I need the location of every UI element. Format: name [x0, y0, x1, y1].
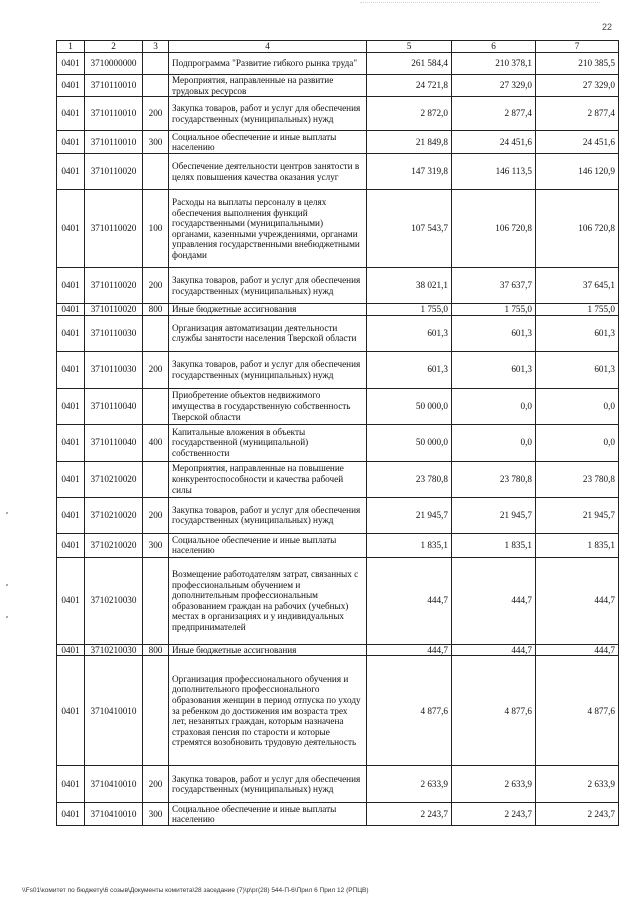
table-row	[57, 533, 619, 557]
amount-col5: 50 000,0	[367, 424, 452, 461]
amount-col7: 601,3	[536, 351, 619, 388]
expense-description: Закупка товаров, работ и услуг для обеспечения государственных (муниципальных) нужд	[169, 268, 367, 304]
amount-col6: 37 637,7	[452, 268, 536, 304]
expense-description: Мероприятия, направленные на повышение конкурентоспособности и качества рабочей силы	[169, 461, 367, 497]
amount-col6: 601,3	[452, 351, 536, 388]
amount-col7: 21 945,7	[536, 497, 619, 533]
expense-description: Социальное обеспечение и иные выплаты населению	[169, 131, 367, 154]
section-code: 0401	[57, 388, 85, 424]
expense-type-code: 300	[143, 533, 169, 557]
section-code: 0401	[57, 97, 85, 131]
target-article-code: 3710210020	[85, 461, 143, 497]
expense-description: Закупка товаров, работ и услуг для обеспечения государственных (муниципальных) нужд	[169, 351, 367, 388]
amount-col7: 23 780,8	[536, 461, 619, 497]
section-code: 0401	[57, 53, 85, 75]
amount-col7: 1 755,0	[536, 304, 619, 316]
target-article-code: 3710110030	[85, 351, 143, 388]
expense-type-code	[143, 461, 169, 497]
expense-description: Закупка товаров, работ и услуг для обеспечения государственных (муниципальных) нужд	[169, 97, 367, 131]
amount-col7: 106 720,8	[536, 190, 619, 268]
table-row	[57, 131, 619, 154]
table-row	[57, 424, 619, 461]
expense-type-code	[143, 53, 169, 75]
amount-col5: 24 721,8	[367, 75, 452, 97]
amount-col5: 2 872,0	[367, 97, 452, 131]
amount-col7: 24 451,6	[536, 131, 619, 154]
amount-col6: 24 451,6	[452, 131, 536, 154]
table-row	[57, 315, 619, 351]
expense-type-code: 200	[143, 497, 169, 533]
scan-dot	[6, 512, 8, 514]
target-article-code: 3710110020	[85, 190, 143, 268]
expense-description: Социальное обеспечение и иные выплаты населению	[169, 533, 367, 557]
expense-type-code	[143, 75, 169, 97]
header-row	[57, 41, 619, 53]
amount-col7: 0,0	[536, 388, 619, 424]
amount-col7: 27 329,0	[536, 75, 619, 97]
scan-dot	[6, 584, 8, 586]
file-path-footer: \\Fs01\комитет по бюджету\6 созыв\Документы комитета\28 заседание (7)\р\рг(28) 544-П-6\Прил 6 Прил 12 (РПЦВ)	[22, 887, 369, 894]
table-row	[57, 351, 619, 388]
expense-description: Капитальные вложения в объекты государственной (муниципальной) собственности	[169, 424, 367, 461]
amount-col7: 37 645,1	[536, 268, 619, 304]
table-row	[57, 803, 619, 826]
table-row	[57, 644, 619, 656]
amount-col5: 2 243,7	[367, 803, 452, 826]
section-code: 0401	[57, 533, 85, 557]
target-article-code: 3710110040	[85, 388, 143, 424]
col-header-4: 4	[169, 41, 367, 53]
amount-col7: 2 877,4	[536, 97, 619, 131]
expense-description: Иные бюджетные ассигнования	[169, 644, 367, 656]
amount-col5: 601,3	[367, 351, 452, 388]
table-row	[57, 557, 619, 644]
section-code: 0401	[57, 557, 85, 644]
amount-col6: 210 378,1	[452, 53, 536, 75]
amount-col5: 38 021,1	[367, 268, 452, 304]
expense-type-code: 800	[143, 644, 169, 656]
expense-description: Организация профессионального обучения и дополнительного профессионального образования женщин в период отпуска по уходу за ребенком до достижения им возраста трех лет, незанятых граждан, которым назначена страховая пенсия по старости и которые стремятся возобновить трудовую деятельность	[169, 656, 367, 766]
section-code: 0401	[57, 497, 85, 533]
target-article-code: 3710000000	[85, 53, 143, 75]
target-article-code: 3710110020	[85, 268, 143, 304]
expense-type-code	[143, 557, 169, 644]
col-header-3: 3	[143, 41, 169, 53]
table-row	[57, 304, 619, 316]
expense-description: Расходы на выплаты персоналу в целях обеспечения выполнения функций государственными (муниципальными) органами, казенными учреждениями, органами управления государственными внебюджетными фондами	[169, 190, 367, 268]
expense-description: Иные бюджетные ассигнования	[169, 304, 367, 316]
budget-table	[56, 40, 619, 826]
amount-col6: 0,0	[452, 424, 536, 461]
expense-type-code	[143, 388, 169, 424]
amount-col6: 27 329,0	[452, 75, 536, 97]
section-code: 0401	[57, 644, 85, 656]
target-article-code: 3710410010	[85, 803, 143, 826]
section-code: 0401	[57, 154, 85, 190]
expense-description: Обеспечение деятельности центров занятости в целях повышения качества оказания услуг	[169, 154, 367, 190]
amount-col5: 21 945,7	[367, 497, 452, 533]
amount-col5: 261 584,4	[367, 53, 452, 75]
expense-description: Закупка товаров, работ и услуг для обеспечения государственных (муниципальных) нужд	[169, 497, 367, 533]
expense-type-code	[143, 656, 169, 766]
expense-description: Возмещение работодателям затрат, связанных с профессиональным обучением и дополнительным профессиональным образованием граждан на рабочих (учебных) местах в организациях и у индивидуальных предпринимателей	[169, 557, 367, 644]
section-code: 0401	[57, 75, 85, 97]
amount-col6: 21 945,7	[452, 497, 536, 533]
table-row	[57, 656, 619, 766]
amount-col6: 444,7	[452, 557, 536, 644]
expense-type-code	[143, 315, 169, 351]
table-row	[57, 268, 619, 304]
target-article-code: 3710110040	[85, 424, 143, 461]
table-row	[57, 766, 619, 803]
amount-col5: 444,7	[367, 644, 452, 656]
section-code: 0401	[57, 766, 85, 803]
col-header-6: 6	[452, 41, 536, 53]
section-code: 0401	[57, 315, 85, 351]
scan-dot	[6, 616, 8, 618]
amount-col6: 601,3	[452, 315, 536, 351]
amount-col7: 2 243,7	[536, 803, 619, 826]
amount-col5: 23 780,8	[367, 461, 452, 497]
target-article-code: 3710210030	[85, 557, 143, 644]
amount-col7: 146 120,9	[536, 154, 619, 190]
expense-type-code: 300	[143, 131, 169, 154]
table-row	[57, 461, 619, 497]
target-article-code: 3710210020	[85, 497, 143, 533]
amount-col6: 4 877,6	[452, 656, 536, 766]
section-code: 0401	[57, 351, 85, 388]
section-code: 0401	[57, 656, 85, 766]
amount-col7: 2 633,9	[536, 766, 619, 803]
target-article-code: 3710410010	[85, 656, 143, 766]
expense-type-code: 800	[143, 304, 169, 316]
amount-col7: 1 835,1	[536, 533, 619, 557]
expense-description: Подпрограмма "Развитие гибкого рынка труда"	[169, 53, 367, 75]
table-body	[57, 53, 619, 826]
expense-description: Приобретение объектов недвижимого имущества в государственную собственность Тверской области	[169, 388, 367, 424]
col-header-7: 7	[536, 41, 619, 53]
target-article-code: 3710110010	[85, 131, 143, 154]
expense-type-code: 300	[143, 803, 169, 826]
col-header-5: 5	[367, 41, 452, 53]
target-article-code: 3710410010	[85, 766, 143, 803]
amount-col5: 2 633,9	[367, 766, 452, 803]
amount-col5: 1 835,1	[367, 533, 452, 557]
expense-type-code: 200	[143, 766, 169, 803]
amount-col6: 444,7	[452, 644, 536, 656]
amount-col6: 2 243,7	[452, 803, 536, 826]
col-header-2: 2	[85, 41, 143, 53]
table-row	[57, 154, 619, 190]
expense-type-code: 200	[143, 268, 169, 304]
amount-col7: 4 877,6	[536, 656, 619, 766]
amount-col6: 2 877,4	[452, 97, 536, 131]
expense-type-code: 100	[143, 190, 169, 268]
expense-type-code	[143, 154, 169, 190]
amount-col5: 444,7	[367, 557, 452, 644]
section-code: 0401	[57, 268, 85, 304]
amount-col5: 21 849,8	[367, 131, 452, 154]
section-code: 0401	[57, 131, 85, 154]
target-article-code: 3710110010	[85, 75, 143, 97]
amount-col5: 107 543,7	[367, 190, 452, 268]
amount-col7: 444,7	[536, 557, 619, 644]
amount-col5: 147 319,8	[367, 154, 452, 190]
target-article-code: 3710110010	[85, 97, 143, 131]
amount-col7: 444,7	[536, 644, 619, 656]
table-row	[57, 497, 619, 533]
target-article-code: 3710110020	[85, 304, 143, 316]
expense-type-code: 200	[143, 351, 169, 388]
amount-col7: 601,3	[536, 315, 619, 351]
amount-col6: 0,0	[452, 388, 536, 424]
section-code: 0401	[57, 304, 85, 316]
amount-col5: 601,3	[367, 315, 452, 351]
amount-col5: 4 877,6	[367, 656, 452, 766]
amount-col6: 23 780,8	[452, 461, 536, 497]
expense-description: Организация автоматизации деятельности службы занятости населения Тверской области	[169, 315, 367, 351]
amount-col5: 50 000,0	[367, 388, 452, 424]
table-row	[57, 388, 619, 424]
target-article-code: 3710110030	[85, 315, 143, 351]
amount-col7: 210 385,5	[536, 53, 619, 75]
expense-description: Закупка товаров, работ и услуг для обеспечения государственных (муниципальных) нужд	[169, 766, 367, 803]
amount-col6: 146 113,5	[452, 154, 536, 190]
amount-col6: 2 633,9	[452, 766, 536, 803]
target-article-code: 3710210020	[85, 533, 143, 557]
target-article-code: 3710210030	[85, 644, 143, 656]
expense-description: Мероприятия, направленные на развитие трудовых ресурсов	[169, 75, 367, 97]
amount-col7: 0,0	[536, 424, 619, 461]
amount-col6: 106 720,8	[452, 190, 536, 268]
page-number: 22	[601, 22, 612, 32]
table-row	[57, 75, 619, 97]
section-code: 0401	[57, 190, 85, 268]
section-code: 0401	[57, 803, 85, 826]
table-row	[57, 190, 619, 268]
target-article-code: 3710110020	[85, 154, 143, 190]
table-row	[57, 53, 619, 75]
amount-col6: 1 755,0	[452, 304, 536, 316]
table-row	[57, 97, 619, 131]
amount-col5: 1 755,0	[367, 304, 452, 316]
expense-description: Социальное обеспечение и иные выплаты населению	[169, 803, 367, 826]
scan-artifact	[360, 2, 600, 9]
section-code: 0401	[57, 424, 85, 461]
expense-type-code: 200	[143, 97, 169, 131]
expense-type-code: 400	[143, 424, 169, 461]
section-code: 0401	[57, 461, 85, 497]
amount-col6: 1 835,1	[452, 533, 536, 557]
col-header-1: 1	[57, 41, 85, 53]
